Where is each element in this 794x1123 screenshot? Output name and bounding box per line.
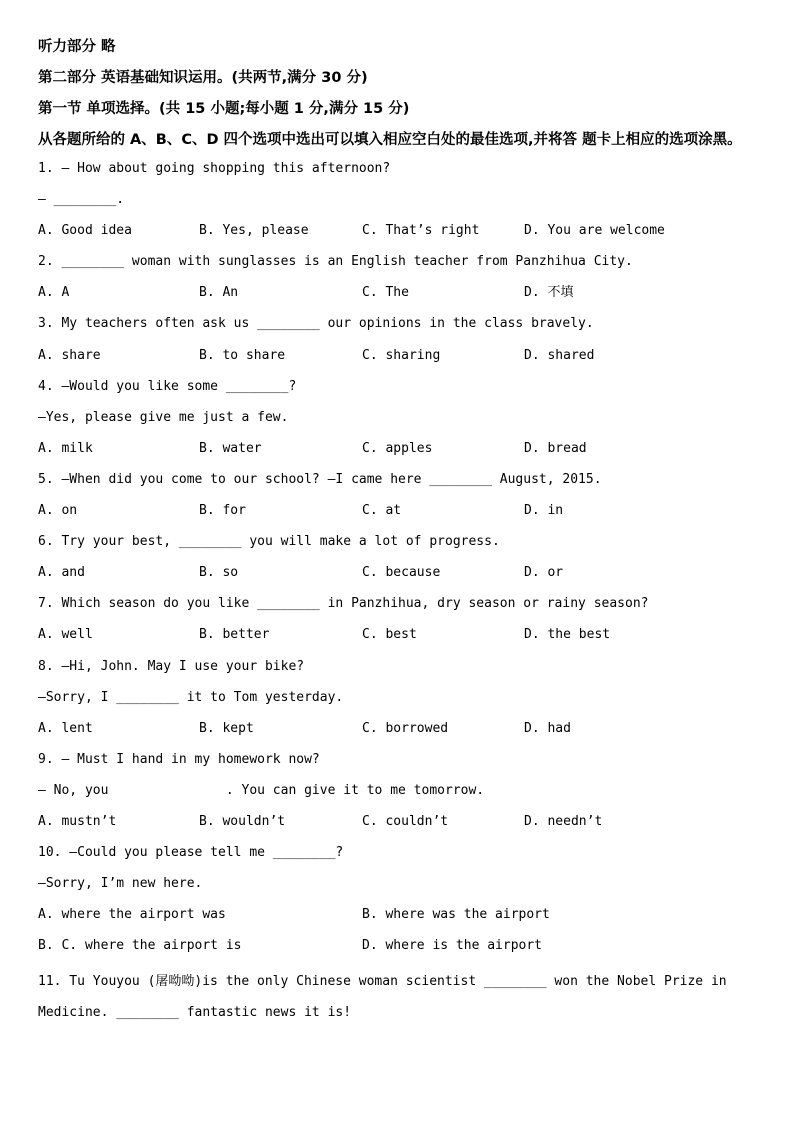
option-b[interactable]: B. so [199, 565, 239, 581]
option-d[interactable]: D. in [524, 503, 564, 519]
option-c[interactable]: C. at [362, 503, 402, 519]
exam-page [38, 36, 768, 1028]
option-d[interactable]: D. 不填 [524, 285, 574, 301]
question-9-line-2: — No, you . You can give it to me tomorrow. [38, 782, 485, 798]
question-5-options [38, 500, 768, 531]
option-d[interactable]: D. You are welcome [524, 223, 665, 239]
option-b[interactable]: B. wouldn’t [199, 813, 286, 829]
question-10-options-row-2 [38, 935, 768, 966]
option-d[interactable]: D. the best [524, 627, 611, 643]
part-two-heading: 第二部分 英语基础知识运用。(共两节,满分 30 分) [38, 70, 368, 86]
option-a[interactable]: A. A [38, 285, 70, 301]
option-c[interactable]: C. couldn’t [362, 813, 449, 829]
option-b[interactable]: B. where was the airport [362, 907, 550, 923]
option-c[interactable]: C. The [362, 285, 409, 301]
option-d[interactable]: D. bread [524, 440, 587, 456]
option-c[interactable]: C. sharing [362, 347, 441, 363]
question-6-options [38, 562, 768, 593]
option-c[interactable]: C. best [362, 627, 417, 643]
option-a[interactable]: A. milk [38, 440, 93, 456]
question-2-line-1: 2. ________ woman with sunglasses is an English teacher from Panzhihua City. [38, 254, 633, 270]
option-a[interactable]: A. on [38, 503, 78, 519]
question-10-line-1: 10. —Could you please tell me ________? [38, 845, 344, 861]
option-d[interactable]: D. needn’t [524, 813, 603, 829]
question-9-line-1: 9. — Must I hand in my homework now? [38, 751, 320, 767]
question-1-line-2: — ________. [38, 192, 125, 208]
question-10-options-row-1 [38, 904, 768, 935]
option-b[interactable]: B. water [199, 440, 262, 456]
option-b[interactable]: B. to share [199, 347, 286, 363]
option-b[interactable]: B. for [199, 503, 246, 519]
option-b[interactable]: B. kept [199, 720, 254, 736]
option-a[interactable]: A. lent [38, 720, 93, 736]
section-one-heading: 第一节 单项选择。(共 15 小题;每小题 1 分,满分 15 分) [38, 101, 410, 117]
question-8-line-2: —Sorry, I ________ it to Tom yesterday. [38, 689, 344, 705]
option-a[interactable]: A. well [38, 627, 93, 643]
option-c[interactable]: C. apples [362, 440, 433, 456]
question-8-line-1: 8. —Hi, John. May I use your bike? [38, 658, 305, 674]
question-1-options [38, 220, 768, 251]
option-d[interactable]: D. had [524, 720, 571, 736]
question-5-line-1: 5. —When did you come to our school? —I came here ________ August, 2015. [38, 471, 602, 487]
option-d[interactable]: D. or [524, 565, 564, 581]
question-2-options [38, 282, 768, 313]
question-7-line-1: 7. Which season do you like ________ in Panzhihua, dry season or rainy season? [38, 596, 649, 612]
option-a[interactable]: A. and [38, 565, 85, 581]
question-8-options [38, 718, 768, 749]
option-a[interactable]: A. where the airport was [38, 907, 226, 923]
option-b[interactable]: B. An [199, 285, 239, 301]
option-d[interactable]: D. shared [524, 347, 595, 363]
question-9-options [38, 811, 768, 842]
question-4-line-1: 4. —Would you like some ________? [38, 378, 297, 394]
option-a[interactable]: A. mustn’t [38, 813, 117, 829]
option-b[interactable]: B. Yes, please [199, 223, 309, 239]
option-a[interactable]: A. Good idea [38, 223, 132, 239]
option-c[interactable]: C. borrowed [362, 720, 449, 736]
option-c[interactable]: B. C. where the airport is [38, 938, 242, 954]
option-c[interactable]: C. because [362, 565, 441, 581]
question-10-line-2: —Sorry, I’m new here. [38, 876, 203, 892]
option-d[interactable]: D. where is the airport [362, 938, 543, 954]
option-a[interactable]: A. share [38, 347, 101, 363]
question-3-line-1: 3. My teachers often ask us ________ our opinions in the class bravely. [38, 316, 594, 332]
listening-section-heading: 听力部分 略 [38, 39, 116, 55]
option-c[interactable]: C. That’s right [362, 223, 480, 239]
instructions: 从各题所给的 A、B、C、D 四个选项中选出可以填入相应空白处的最佳选项,并将答 题卡上相应的选项涂黑。 [38, 132, 742, 148]
question-11: 11. Tu Youyou (屠呦呦)is the only Chinese woman scientist ________ won the Nobel Prize in Medicine. ________ fantastic news it is! [38, 974, 727, 1021]
question-7-options [38, 624, 768, 655]
question-4-options [38, 438, 768, 469]
option-b[interactable]: B. better [199, 627, 270, 643]
question-6-line-1: 6. Try your best, ________ you will make a lot of progress. [38, 534, 500, 550]
question-1-line-1: 1. — How about going shopping this afternoon? [38, 161, 391, 176]
question-4-line-2: —Yes, please give me just a few. [38, 409, 289, 425]
question-3-options [38, 345, 768, 376]
